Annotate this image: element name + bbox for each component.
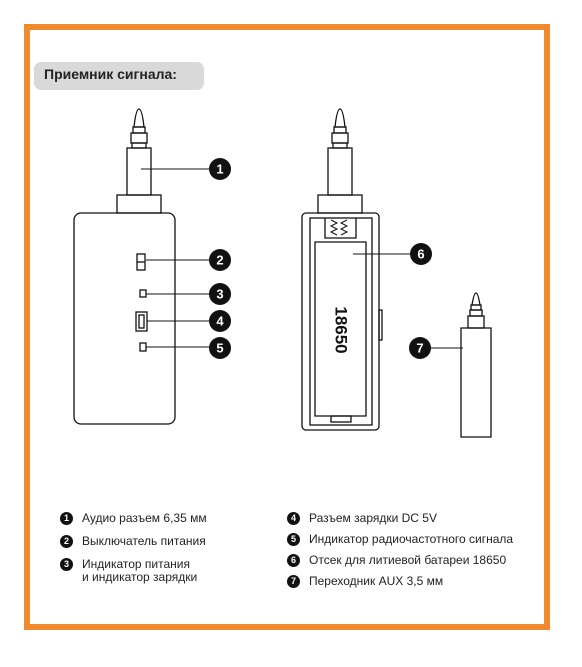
receiver-body (74, 213, 175, 424)
svg-text:1: 1 (216, 161, 224, 177)
legend-text: Выключатель питания (82, 534, 206, 548)
legend-text-line-2: и индикатор зарядки (82, 570, 198, 584)
callout-5 (209, 337, 231, 359)
legend-item-3 (60, 558, 197, 584)
legend-item-1 (60, 512, 207, 525)
legend-item-2 (60, 535, 206, 548)
battery-label: 18650 (331, 306, 351, 354)
legend-num-3: 3 (60, 558, 73, 571)
legend-item-7 (287, 575, 443, 588)
legend-text: Индикатор питания (82, 557, 190, 571)
svg-text:5: 5 (216, 340, 224, 356)
spring-icon (331, 220, 347, 235)
holder-jack (318, 109, 362, 213)
svg-text:6: 6 (417, 246, 425, 262)
legend-text: Аудио разъем 6,35 мм (82, 511, 207, 525)
callout-1 (209, 158, 231, 180)
aux-adapter (461, 293, 491, 437)
power-switch-icon (137, 254, 145, 270)
legend-item-6 (287, 554, 506, 567)
legend-text: Отсек для литиевой батареи 18650 (309, 553, 507, 567)
svg-text:7: 7 (416, 340, 424, 356)
legend-num-4: 4 (287, 512, 300, 525)
receiver-jack-6-35mm (117, 109, 161, 213)
callout-7 (409, 337, 431, 359)
callout-3 (209, 283, 231, 305)
callout-6 (410, 243, 432, 265)
legend-num-6: 6 (287, 554, 300, 567)
battery-terminal (331, 416, 351, 422)
legend-num-7: 7 (287, 575, 300, 588)
svg-text:3: 3 (216, 286, 224, 302)
side-port (379, 310, 382, 340)
legend-num-1: 1 (60, 512, 73, 525)
legend-text: Индикатор радиочастотного сигнала (309, 532, 514, 546)
legend-text: Переходник AUX 3,5 мм (309, 574, 444, 588)
power-led-icon (140, 290, 146, 297)
callout-2 (209, 249, 231, 271)
spring-bracket (325, 218, 356, 238)
callout-4 (209, 310, 231, 332)
legend-item-5 (287, 533, 513, 546)
rf-led-icon (140, 343, 146, 351)
svg-text:2: 2 (216, 252, 224, 268)
legend-text: Разъем зарядки DC 5V (309, 511, 437, 525)
legend-num-5: 5 (287, 533, 300, 546)
svg-text:4: 4 (216, 313, 224, 329)
page-title: Приемник сигнала: (44, 66, 177, 82)
legend-item-4 (287, 512, 437, 525)
legend-num-2: 2 (60, 535, 73, 548)
dc-port-icon (136, 312, 147, 331)
